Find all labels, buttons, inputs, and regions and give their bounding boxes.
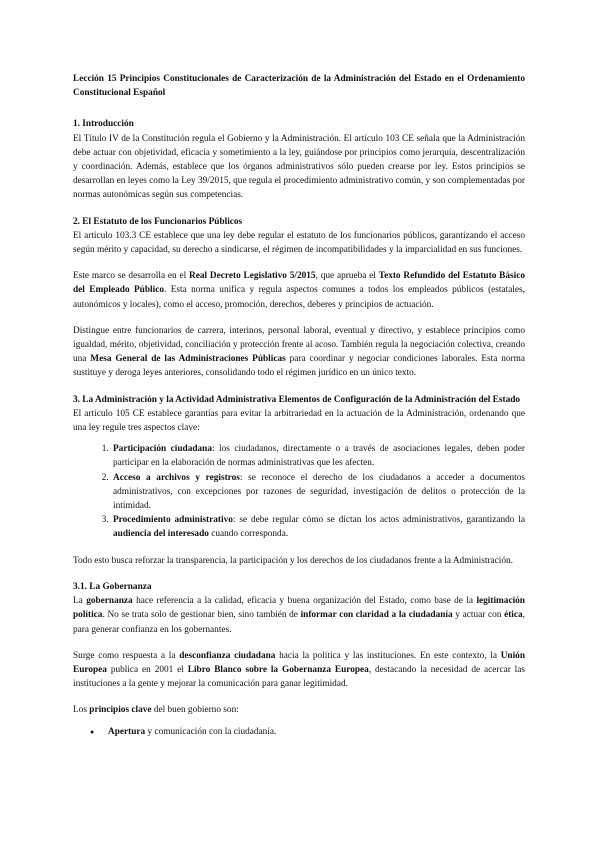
section-2-paragraph-3: Distingue entre funcionarios de carrera, interinos, personal laboral, eventual y directivo, y establece principios como igualdad, mérito, objetividad, conciliación y protección frente al acoso. También regula la negociación colectiva, creando una Mesa General de las Administraciones Públicas para coordinar y negociar condiciones laborales. Esta norma sustituye y deroga leyes anteriores, consolidando todo el régimen jurídico en un único texto. bbox=[73, 325, 525, 379]
section-3-closing: Todo esto busca reforzar la transparencia, la participación y los derechos de los ciudadanos frente a la Administración. bbox=[73, 555, 514, 566]
section-3-intro: El artículo 105 CE establece garantías para evitar la arbitrariedad en la actuación de la Administración, ordenando que una ley regule tres aspectos clave: bbox=[73, 408, 525, 434]
list-item: ● Apertura y comunicación con la ciudadanía. bbox=[108, 725, 525, 739]
list-item: 2. Acceso a archivos y registros: se reconoce el derecho de los ciudadanos a acceder a documentos administrativos, con excepciones por razones de seguridad, investigación de delitos o protección de la intimidad. bbox=[111, 471, 525, 514]
section-3-1-heading: 3.1. La Gobernanza bbox=[73, 581, 152, 592]
guarantees-list bbox=[73, 442, 525, 541]
section-2-paragraph-1: El artículo 103.3 CE establece que una ley debe regular el estatuto de los funcionarios públicos, garantizando el acceso según mérito y capacidad, su derecho a sindicarse, el régimen de incompatibilidades y la imparcialidad en sus funciones. bbox=[73, 230, 525, 256]
list-item: 3. Procedimiento administrativo: se debe regular cómo se dictan los actos administrativos, garantizando la audiencia del interesado cuando corresponda. bbox=[111, 513, 525, 541]
section-3-1-paragraph-2: Surge como respuesta a la desconfianza ciudadana hacia la política y las instituciones. En este contexto, la Unión Europea publica en 2001 el Libro Blanco sobre la Gobernanza Europea, destacando la necesidad de acercar las instituciones a la gente y mejorar la comunicación para ganar legitimidad. bbox=[73, 650, 525, 690]
section-3-1-paragraph-1: La gobernanza hace referencia a la calidad, eficacia y buena organización del Estado, como base de la legitimación política. No se trata solo de gestionar bien, sino también de informar con claridad a la ciudadanía y actuar con ética, para generar confianza en los gobernantes. bbox=[73, 596, 525, 635]
document-page bbox=[73, 72, 525, 739]
section-3-1-paragraph-3: Los principios clave del buen gobierno son: bbox=[73, 705, 239, 716]
section-3-heading: 3. La Administración y la Actividad Administrativa Elementos de Configuración de la Administración del Estado bbox=[73, 394, 521, 405]
section-1-heading: 1. Introducción bbox=[73, 119, 134, 130]
principles-list bbox=[73, 725, 525, 739]
section-2-paragraph-2: Este marco se desarrolla en el Real Decreto Legislativo 5/2015, que aprueba el Texto Refundido del Estatuto Básico del Empleado Público. Esta norma unifica y regula aspectos comunes a todos los empleados públicos (estatales, autonómicos y locales), como el acceso, promoción, derechos, deberes y principios de actuación. bbox=[73, 271, 525, 310]
section-1-paragraph: El Título IV de la Constitución regula el Gobierno y la Administración. El artículo 103 CE señala que la Administración debe actuar con objetividad, eficacia y sometimiento a la ley, guiándose por principios como jerarquía, descentralización y coordinación. Además, establece que los órganos administrativos sólo pueden crearse por ley. Estos principios se desarrollan en leyes como la Ley 39/2015, que regula el procedimiento administrativo común, y son complementadas por normas autonómicas según sus competencias. bbox=[73, 133, 525, 201]
section-2-heading: 2. El Estatuto de los Funcionarios Públicos bbox=[73, 216, 243, 227]
list-item: 1. Participación ciudadana: los ciudadanos, directamente o a través de asociaciones legales, deben poder participar en la elaboración de normas administrativas que les afecten. bbox=[111, 442, 525, 470]
document-title: Lección 15 Principios Constitucionales de Caracterización de la Administración del Estado en el Ordenamiento Constitucional Español bbox=[73, 74, 525, 99]
